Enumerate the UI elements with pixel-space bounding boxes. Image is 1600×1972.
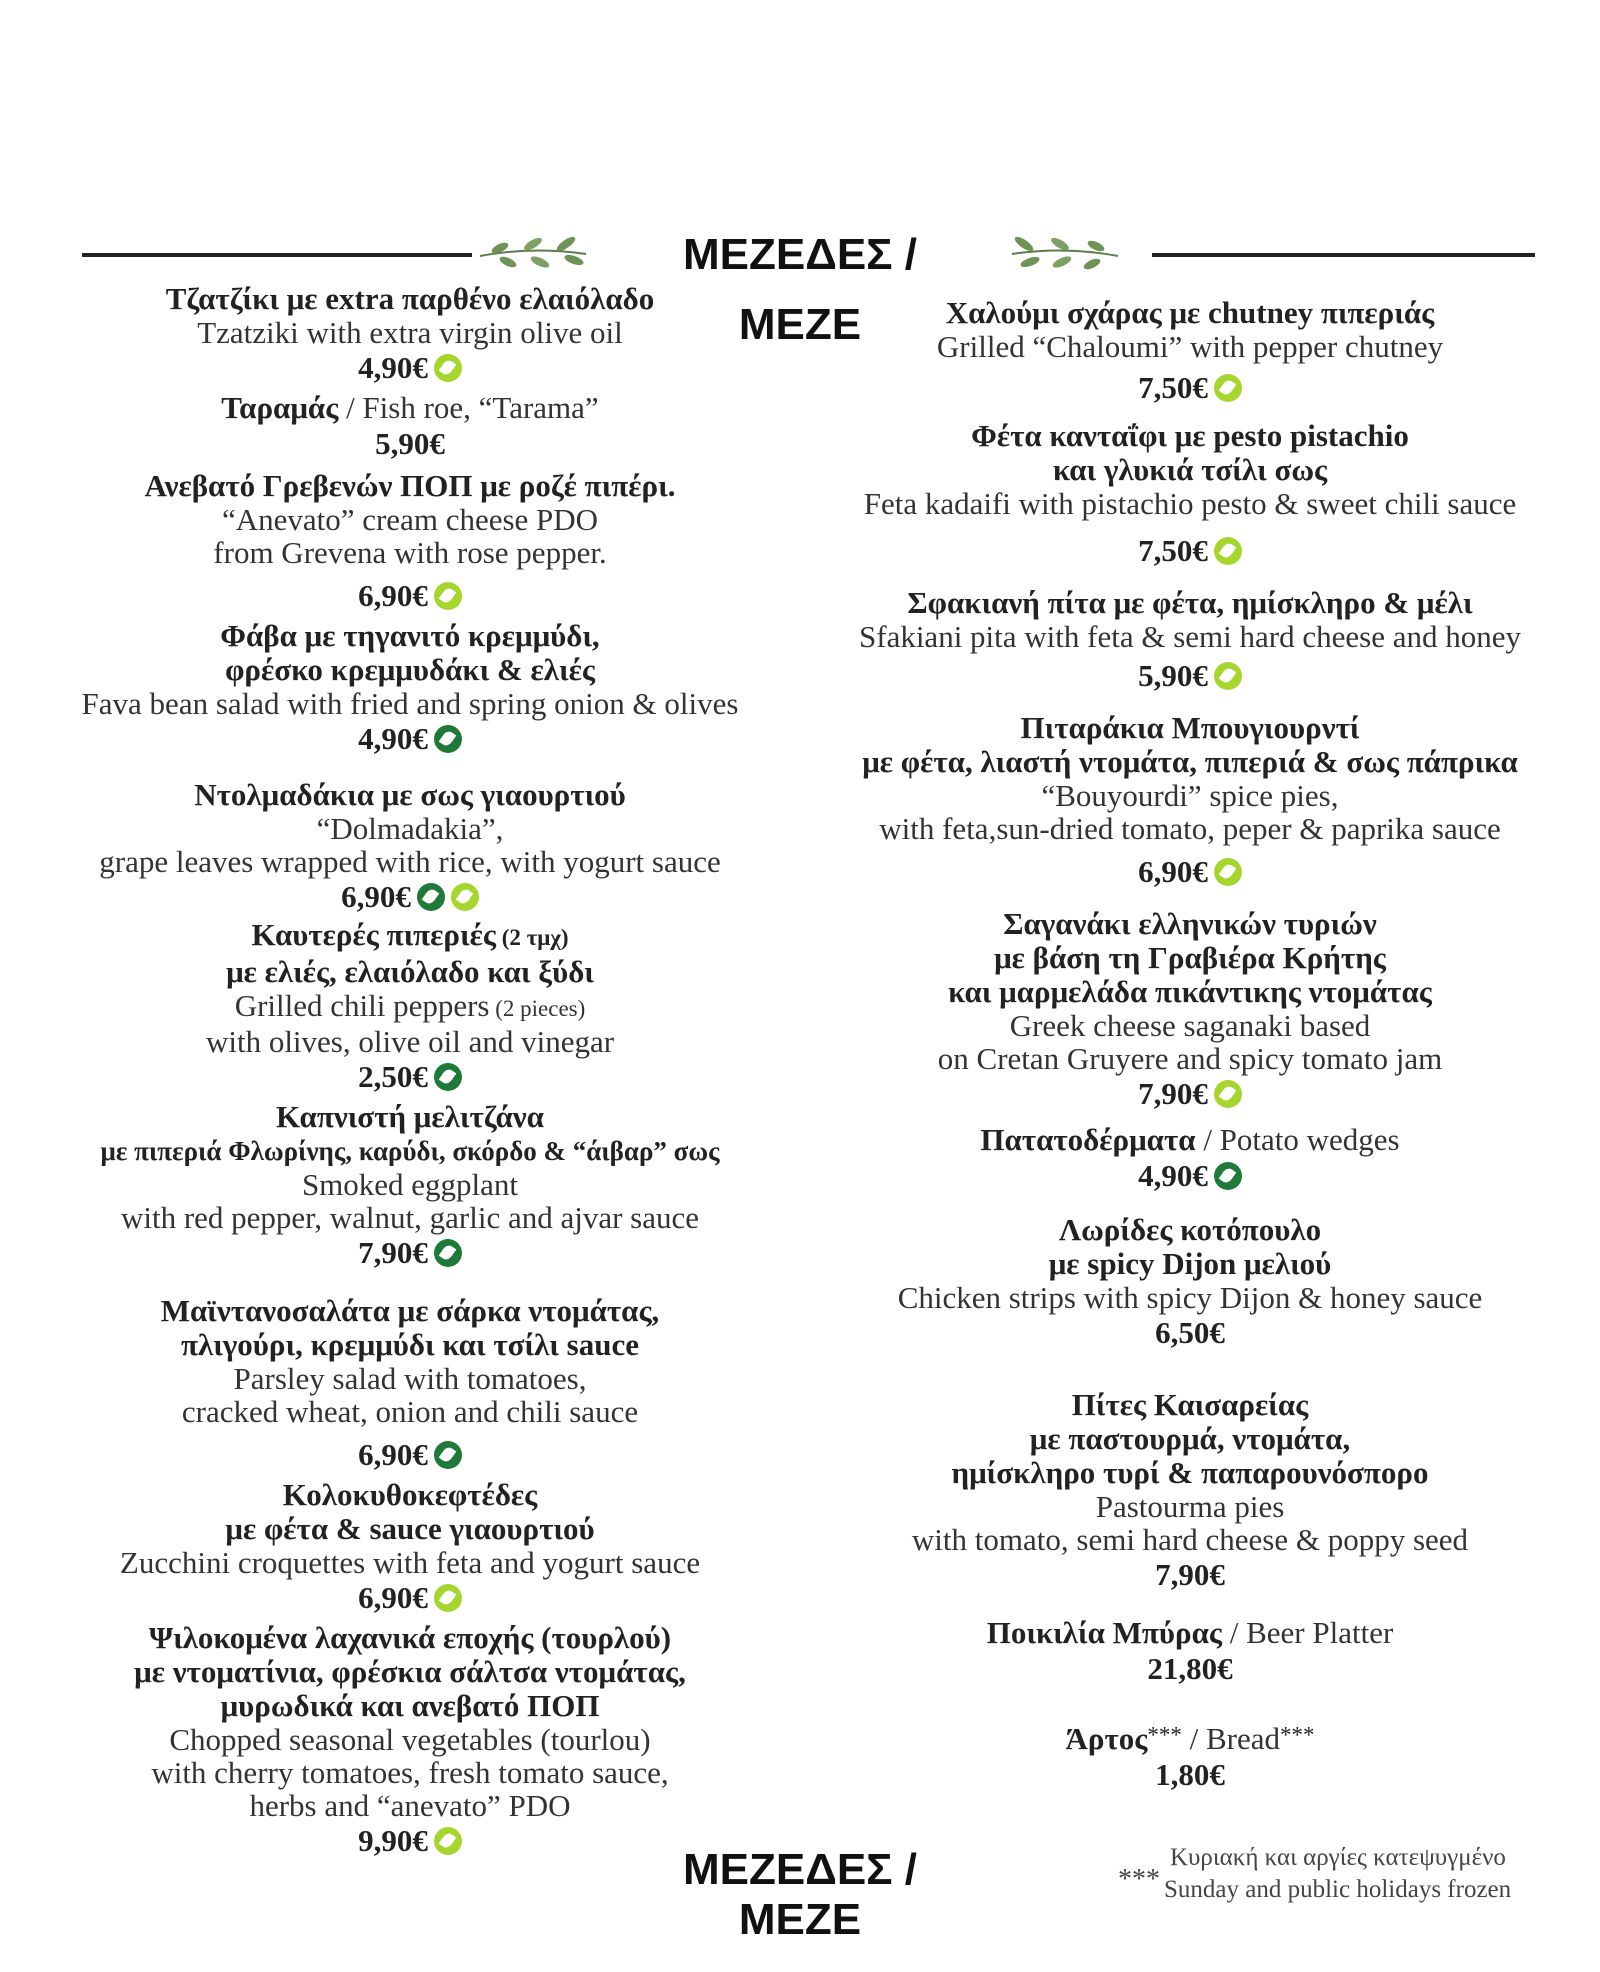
item-name-gr: Ποικιλία Μπύρας xyxy=(986,1615,1222,1650)
item-name-gr: Φέτα κανταΐφι με pesto pistachio xyxy=(971,418,1409,453)
item-name-en: herbs and “anevato” PDO xyxy=(249,1788,571,1823)
item-name-gr: και γλυκιά τσίλι σως xyxy=(1052,452,1328,487)
item-price: 5,90€ xyxy=(375,426,445,461)
footnote-marker: *** xyxy=(1280,1722,1315,1748)
vegetarian-icon xyxy=(451,883,479,911)
price-row xyxy=(800,1075,1580,1113)
item-name-gr: Σφακιανή πίτα με φέτα, ημίσκληρο & μέλι xyxy=(907,585,1473,620)
vegan-icon xyxy=(417,883,445,911)
item-name-gr: Καυτερές πιπεριές xyxy=(251,917,496,952)
menu-item xyxy=(800,1388,1580,1594)
item-name-en: Zucchini croquettes with feta and yogurt sauce xyxy=(119,1545,701,1580)
item-name-en: with red pepper, walnut, garlic and ajvar sauce xyxy=(120,1200,700,1235)
menu-column-right xyxy=(800,296,1580,1794)
menu-item xyxy=(20,282,800,387)
item-name-en: / Bread xyxy=(1181,1721,1280,1756)
menu-item xyxy=(20,469,800,615)
item-name-en: Greek cheese saganaki based xyxy=(1009,1008,1371,1043)
item-price: 6,90€ xyxy=(341,879,411,914)
menu-item xyxy=(800,1213,1580,1352)
price-row xyxy=(800,369,1580,407)
menu-item xyxy=(800,1123,1580,1195)
item-name-en: Parsley salad with tomatoes, xyxy=(233,1361,587,1396)
footnote-marker: *** xyxy=(1118,1864,1160,1895)
item-name-gr: με πιπεριά Φλωρίνης, καρύδι, σκόρδο & “άιβαρ” σως xyxy=(100,1136,720,1166)
leaf-sprig-icon xyxy=(478,232,588,276)
item-price: 6,50€ xyxy=(1155,1315,1225,1350)
price-row xyxy=(20,1058,800,1096)
item-name-gr: Άρτος xyxy=(1065,1721,1148,1756)
vegan-icon xyxy=(434,725,462,753)
price-row xyxy=(20,1234,800,1272)
item-note-gr: (2 τμχ) xyxy=(495,925,569,950)
item-name-gr: Ψιλοκομένα λαχανικά εποχής (τουρλού) xyxy=(148,1620,672,1655)
item-price: 7,50€ xyxy=(1138,370,1208,405)
item-price: 6,90€ xyxy=(358,1437,428,1472)
header-rule-right xyxy=(1152,253,1535,257)
price-row xyxy=(800,1157,1580,1195)
item-name-gr: Μαϊντανοσαλάτα με σάρκα ντομάτας, xyxy=(160,1293,660,1328)
item-name-en: from Grevena with rose pepper. xyxy=(213,535,607,570)
item-name-en: with tomato, semi hard cheese & poppy seed xyxy=(911,1522,1469,1557)
item-price: 1,80€ xyxy=(1155,1757,1225,1792)
item-name-en: Grilled “Chaloumi” with pepper chutney xyxy=(936,329,1444,364)
item-price: 6,90€ xyxy=(358,1580,428,1615)
item-name-gr: Κολοκυθοκεφτέδες xyxy=(282,1477,538,1512)
item-name-gr: με παστουρμά, ντομάτα, xyxy=(1029,1421,1351,1456)
item-name-en: with feta,sun-dried tomato, peper & paprika sauce xyxy=(879,811,1501,846)
footnote-text-gr: Κυριακή και αργίες κατεψυγμένο xyxy=(1170,1844,1506,1871)
item-name-en: / Fish roe, “Tarama” xyxy=(338,390,599,425)
item-name-gr: με spicy Dijon μελιού xyxy=(1048,1246,1332,1281)
item-name-gr: με φέτα & sauce γιαουρτιού xyxy=(225,1511,595,1546)
item-name-gr: με βάση τη Γραβιέρα Κρήτης xyxy=(994,940,1386,975)
item-name-en: on Cretan Gruyere and spicy tomato jam xyxy=(937,1041,1443,1076)
item-name-en: Smoked eggplant xyxy=(301,1167,519,1202)
menu-item xyxy=(20,619,800,758)
item-name-gr: Πιταράκια Μπουγιουρντί xyxy=(1020,710,1360,745)
item-name-en: Feta kadaifi with pistachio pesto & sweet chili sauce xyxy=(863,486,1517,521)
item-price: 4,90€ xyxy=(358,350,428,385)
item-name-gr: Ανεβατό Γρεβενών ΠΟΠ με ροζέ πιπέρι. xyxy=(144,468,676,503)
item-name-en: grape leaves wrapped with rice, with yogurt sauce xyxy=(99,844,721,879)
item-price: 5,90€ xyxy=(1138,658,1208,693)
vegetarian-icon xyxy=(434,354,462,382)
item-name-gr: Φάβα με τηγανιτό κρεμμύδι, xyxy=(220,618,600,653)
item-name-gr: Χαλούμι σχάρας με chutney πιπεριάς xyxy=(945,295,1435,330)
price-row xyxy=(20,1436,800,1474)
item-price: 7,90€ xyxy=(1138,1076,1208,1111)
leaf-sprig-icon xyxy=(1010,232,1120,276)
menu-column-left xyxy=(20,282,800,1860)
item-name-gr: Καπνιστή μελιτζάνα xyxy=(276,1099,544,1134)
item-price: 7,50€ xyxy=(1138,533,1208,568)
vegetarian-icon xyxy=(1214,374,1242,402)
menu-item xyxy=(20,1100,800,1272)
price-row xyxy=(20,720,800,758)
item-name-en: Pastourma pies xyxy=(1095,1489,1285,1524)
footnote-marker: *** xyxy=(1147,1722,1182,1748)
item-price: 6,90€ xyxy=(358,578,428,613)
item-name-gr: Σαγανάκι ελληνικών τυριών xyxy=(1003,906,1377,941)
item-name-en: Chopped seasonal vegetables (tourlou) xyxy=(169,1722,651,1757)
vegetarian-icon xyxy=(1214,662,1242,690)
item-price: 4,90€ xyxy=(1138,1158,1208,1193)
menu-item xyxy=(800,586,1580,695)
item-note-en: (2 pieces) xyxy=(489,996,586,1021)
item-name-en: Grilled chili peppers xyxy=(234,988,490,1023)
price-row xyxy=(800,853,1580,891)
menu-item xyxy=(20,1621,800,1860)
item-price: 6,90€ xyxy=(1138,854,1208,889)
item-name-en: “Bouyourdi” spice pies, xyxy=(1041,778,1339,813)
menu-item xyxy=(800,419,1580,570)
item-name-en: with cherry tomatoes, fresh tomato sauce, xyxy=(151,1755,669,1790)
vegetarian-icon xyxy=(434,1584,462,1612)
item-price: 9,90€ xyxy=(358,1823,428,1858)
menu-item xyxy=(20,1478,800,1617)
vegetarian-icon xyxy=(434,582,462,610)
item-name-gr: μυρωδικά και ανεβατό ΠΟΠ xyxy=(220,1688,600,1723)
vegetarian-icon xyxy=(434,1827,462,1855)
item-name-gr: με φέτα, λιαστή ντομάτα, πιπεριά & σως πάπρικα xyxy=(862,744,1518,779)
item-name-gr: με ντοματίνια, φρέσκια σάλτσα ντομάτας, xyxy=(134,1654,686,1689)
price-row xyxy=(20,349,800,387)
page-title: ΜΕΖΕΔΕΣ / ΜΕΖΕ xyxy=(682,230,918,349)
item-name-gr: με ελιές, ελαιόλαδο και ξύδι xyxy=(226,954,594,989)
menu-item xyxy=(800,1616,1580,1688)
item-name-en: “Anevato” cream cheese PDO xyxy=(221,502,599,537)
item-price: 7,90€ xyxy=(1155,1557,1225,1592)
footer-title: ΜΕΖΕΔΕΣ / ΜΕΖΕ xyxy=(682,1845,918,1944)
item-price: 4,90€ xyxy=(358,721,428,756)
price-row xyxy=(800,657,1580,695)
item-price: 2,50€ xyxy=(358,1059,428,1094)
menu-item xyxy=(20,778,800,916)
item-price: 21,80€ xyxy=(1147,1651,1233,1686)
item-name-en: / Beer Platter xyxy=(1221,1615,1394,1650)
menu-item xyxy=(20,391,800,463)
item-price: 7,90€ xyxy=(358,1235,428,1270)
price-row xyxy=(20,1579,800,1617)
item-name-gr: πλιγούρι, κρεμμύδι και τσίλι sauce xyxy=(180,1327,639,1362)
item-name-en: Tzatziki with extra virgin olive oil xyxy=(197,315,623,350)
item-name-en: “Dolmadakia”, xyxy=(316,811,504,846)
vegan-icon xyxy=(434,1063,462,1091)
price-row xyxy=(20,878,800,916)
vegetarian-icon xyxy=(1214,1080,1242,1108)
item-name-gr: και μαρμελάδα πικάντικης ντομάτας xyxy=(948,974,1432,1009)
menu-item xyxy=(800,711,1580,891)
menu-item xyxy=(20,918,800,1096)
header-rule-left xyxy=(82,253,472,257)
footnote xyxy=(1118,1842,1558,1906)
item-name-gr: φρέσκο κρεμμυδάκι & ελιές xyxy=(225,652,595,687)
item-name-en: Fava bean salad with fried and spring onion & olives xyxy=(81,686,739,721)
menu-item xyxy=(800,1722,1580,1794)
vegetarian-icon xyxy=(1214,858,1242,886)
vegan-icon xyxy=(434,1239,462,1267)
item-name-gr: Ντολμαδάκια με σως γιαουρτιού xyxy=(194,777,626,812)
price-row xyxy=(20,577,800,615)
item-name-en: cracked wheat, onion and chili sauce xyxy=(181,1394,639,1429)
item-name-gr: Πίτες Καισαρείας xyxy=(1071,1387,1309,1422)
item-name-en: Sfakiani pita with feta & semi hard cheese and honey xyxy=(859,619,1521,654)
footnote-text-en: Sunday and public holidays frozen xyxy=(1164,1876,1512,1903)
menu-item xyxy=(20,1294,800,1474)
vegetarian-icon xyxy=(1214,537,1242,565)
menu-item xyxy=(800,907,1580,1113)
price-row xyxy=(800,532,1580,570)
item-name-gr: Ταραμάς xyxy=(221,390,339,425)
item-name-gr: Τζατζίκι με extra παρθένο ελαιόλαδο xyxy=(165,281,655,316)
vegan-icon xyxy=(434,1441,462,1469)
item-name-en: / Potato wedges xyxy=(1195,1122,1400,1157)
item-name-gr: Πατατοδέρματα xyxy=(980,1122,1196,1157)
item-name-gr: Λωρίδες κοτόπουλο xyxy=(1058,1212,1322,1247)
item-name-en: with olives, olive oil and vinegar xyxy=(205,1024,615,1059)
item-name-en: Chicken strips with spicy Dijon & honey sauce xyxy=(897,1280,1483,1315)
item-name-gr: ημίσκληρο τυρί & παπαρουνόσπορο xyxy=(951,1455,1429,1490)
vegan-icon xyxy=(1214,1162,1242,1190)
menu-item xyxy=(800,296,1580,407)
